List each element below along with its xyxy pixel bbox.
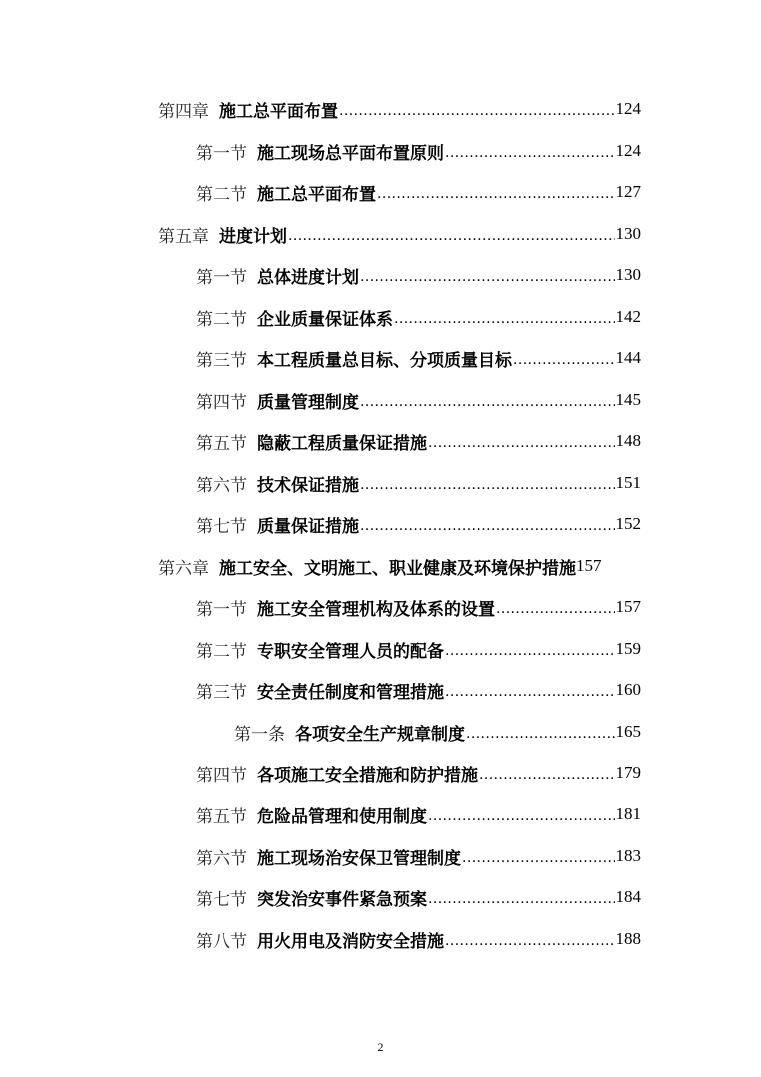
toc-entry-page: 159 bbox=[615, 639, 641, 658]
toc-entry-page: 160 bbox=[615, 680, 641, 699]
toc-entry-title: 专职安全管理人员的配备 bbox=[257, 641, 444, 662]
dot-leader bbox=[428, 430, 615, 452]
toc-entry-section[interactable] bbox=[196, 593, 641, 621]
toc-entry-page: 145 bbox=[615, 390, 641, 409]
toc-entry-section[interactable] bbox=[196, 344, 641, 372]
toc-entry-page: 152 bbox=[615, 514, 641, 533]
toc-entry-section[interactable] bbox=[196, 427, 641, 455]
toc-entry-section[interactable] bbox=[196, 303, 641, 331]
toc-entry-label: 第八节 bbox=[196, 931, 247, 952]
dot-leader bbox=[445, 140, 615, 162]
toc-entry-article[interactable] bbox=[234, 718, 641, 746]
toc-entry-label: 第一条 bbox=[234, 724, 285, 745]
dot-leader bbox=[288, 223, 615, 245]
toc-entry-label: 第三节 bbox=[196, 682, 247, 703]
toc-entry-page: 144 bbox=[615, 348, 641, 367]
toc-entry-page: 179 bbox=[615, 763, 641, 782]
toc-entry-label: 第四章 bbox=[158, 101, 209, 122]
toc-entry-section[interactable] bbox=[196, 137, 641, 165]
page-number: 2 bbox=[377, 1040, 384, 1054]
toc-entry-title: 危险品管理和使用制度 bbox=[257, 806, 427, 827]
toc-entry-label: 第一节 bbox=[196, 267, 247, 288]
toc-entry-title: 质量保证措施 bbox=[257, 516, 359, 537]
dot-leader bbox=[428, 886, 615, 908]
toc-entry-chapter-5[interactable] bbox=[158, 220, 641, 248]
toc-entry-section[interactable] bbox=[196, 676, 641, 704]
toc-entry-label: 第五节 bbox=[196, 433, 247, 454]
toc-entry-section[interactable] bbox=[196, 883, 641, 911]
dot-leader bbox=[339, 98, 615, 120]
toc-entry-label: 第六节 bbox=[196, 848, 247, 869]
toc-entry-label: 第五章 bbox=[158, 226, 209, 247]
toc-entry-page: 124 bbox=[615, 141, 641, 160]
toc-entry-page: 151 bbox=[615, 473, 641, 492]
toc-entry-page: 184 bbox=[615, 887, 641, 906]
toc-entry-label: 第四节 bbox=[196, 765, 247, 786]
toc-entry-label: 第二节 bbox=[196, 309, 247, 330]
toc-entry-title: 质量管理制度 bbox=[257, 392, 359, 413]
toc-entry-page: 157 bbox=[576, 556, 602, 575]
toc-entry-label: 第六章 bbox=[158, 558, 209, 579]
toc-entry-title: 施工安全管理机构及体系的设置 bbox=[257, 599, 495, 620]
toc-entry-title: 本工程质量总目标、分项质量目标 bbox=[257, 350, 512, 371]
dot-leader bbox=[496, 596, 615, 618]
toc-entry-title: 总体进度计划 bbox=[257, 267, 359, 288]
dot-leader bbox=[377, 181, 615, 203]
toc-entry-page: 130 bbox=[615, 265, 641, 284]
toc-entry-label: 第六节 bbox=[196, 475, 247, 496]
toc-entry-title: 施工现场治安保卫管理制度 bbox=[257, 848, 461, 869]
toc-entry-section[interactable] bbox=[196, 261, 641, 289]
toc-entry-title: 施工总平面布置 bbox=[219, 101, 338, 122]
toc-entry-title: 各项安全生产规章制度 bbox=[295, 724, 465, 745]
toc-entry-title: 技术保证措施 bbox=[257, 475, 359, 496]
toc-entry-page: 181 bbox=[615, 804, 641, 823]
dot-leader bbox=[513, 347, 615, 369]
toc-entry-page: 124 bbox=[615, 99, 641, 118]
toc-entry-title: 突发治安事件紧急预案 bbox=[257, 889, 427, 910]
toc-entry-title: 企业质量保证体系 bbox=[257, 309, 393, 330]
toc-entry-section[interactable] bbox=[196, 386, 641, 414]
toc-entry-section[interactable] bbox=[196, 759, 641, 787]
toc-entry-section[interactable] bbox=[196, 925, 641, 953]
dot-leader bbox=[466, 721, 615, 743]
toc-entry-label: 第三节 bbox=[196, 350, 247, 371]
toc-entry-label: 第一节 bbox=[196, 143, 247, 164]
toc-entry-label: 第二节 bbox=[196, 184, 247, 205]
toc-entry-page: 157 bbox=[615, 597, 641, 616]
toc-entry-title: 隐蔽工程质量保证措施 bbox=[257, 433, 427, 454]
toc-entry-label: 第五节 bbox=[196, 806, 247, 827]
dot-leader bbox=[428, 803, 615, 825]
toc-entry-page: 142 bbox=[615, 307, 641, 326]
toc-entry-page: 188 bbox=[615, 929, 641, 948]
dot-leader bbox=[360, 513, 615, 535]
toc-entry-label: 第七节 bbox=[196, 516, 247, 537]
toc-entry-title: 各项施工安全措施和防护措施 bbox=[257, 765, 478, 786]
toc-entry-section[interactable] bbox=[196, 510, 641, 538]
toc-entry-section[interactable] bbox=[196, 842, 641, 870]
toc-entry-title: 施工现场总平面布置原则 bbox=[257, 143, 444, 164]
dot-leader bbox=[360, 389, 615, 411]
toc-entry-label: 第四节 bbox=[196, 392, 247, 413]
dot-leader bbox=[479, 762, 615, 784]
toc-entry-label: 第一节 bbox=[196, 599, 247, 620]
dot-leader bbox=[445, 638, 615, 660]
dot-leader bbox=[360, 472, 615, 494]
dot-leader bbox=[445, 679, 615, 701]
toc-entry-label: 第二节 bbox=[196, 641, 247, 662]
toc-entry-title: 安全责任制度和管理措施 bbox=[257, 682, 444, 703]
dot-leader bbox=[360, 264, 615, 286]
toc-entry-title: 进度计划 bbox=[219, 226, 287, 247]
toc-entry-chapter-4[interactable] bbox=[158, 95, 641, 123]
toc-entry-page: 148 bbox=[615, 431, 641, 450]
dot-leader bbox=[462, 845, 615, 867]
toc-entry-section[interactable] bbox=[196, 800, 641, 828]
toc-entry-page: 183 bbox=[615, 846, 641, 865]
toc-entry-section[interactable] bbox=[196, 469, 641, 497]
toc-entry-page: 130 bbox=[615, 224, 641, 243]
dot-leader bbox=[394, 306, 615, 328]
toc-entry-title: 施工总平面布置 bbox=[257, 184, 376, 205]
toc-entry-chapter-6[interactable] bbox=[158, 552, 641, 580]
toc-entry-title: 施工安全、文明施工、职业健康及环境保护措施 bbox=[219, 558, 576, 579]
dot-leader bbox=[445, 928, 615, 950]
toc-entry-section[interactable] bbox=[196, 635, 641, 663]
toc-entry-page: 127 bbox=[615, 182, 641, 201]
toc-entry-label: 第七节 bbox=[196, 889, 247, 910]
toc-entry-section[interactable] bbox=[196, 178, 641, 206]
toc-entry-page: 165 bbox=[615, 722, 641, 741]
toc-entry-title: 用火用电及消防安全措施 bbox=[257, 931, 444, 952]
